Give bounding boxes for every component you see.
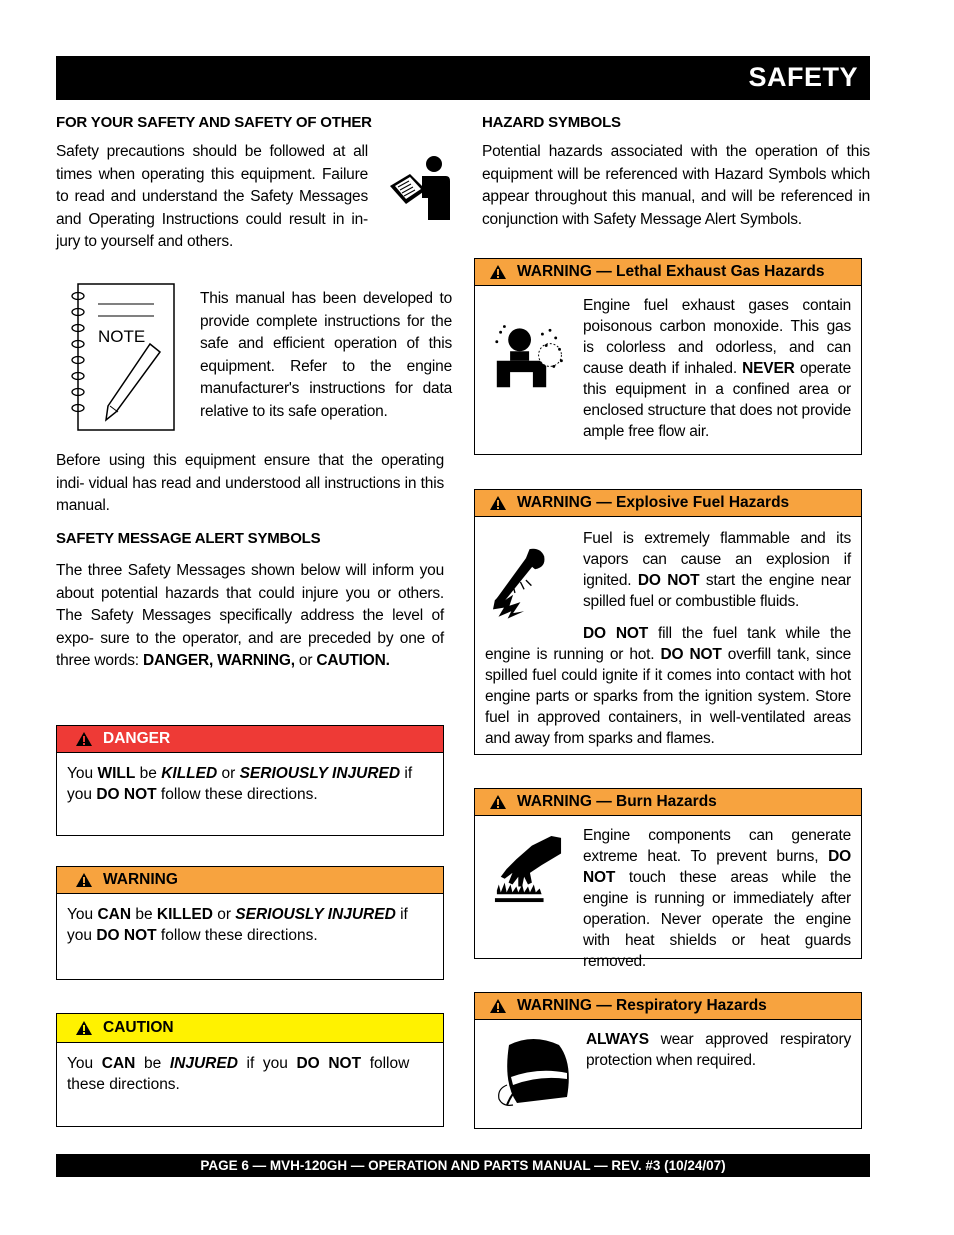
page-title: SAFETY — [748, 62, 858, 92]
danger-emph: KILLED — [161, 765, 218, 782]
fuel-text: start the engine near spilled fuel or combustible fluids. — [583, 572, 851, 610]
alert-words-1: DANGER, WARNING, — [143, 652, 295, 669]
fuel-hazard-header — [475, 490, 861, 517]
warning-text: follow these directions. — [156, 927, 318, 944]
warning-triangle-icon — [75, 1020, 93, 1036]
warning-triangle-icon — [75, 872, 93, 888]
alert-intro-text: The three Safety Messages shown below will inform you about potential hazards that could injure you or others. The Safety Messages specifically address the level of expo- sure to the operator, and are preceded by one of three words: — [56, 562, 444, 669]
danger-text: follow these directions. — [156, 786, 318, 803]
danger-text: if you — [67, 765, 413, 803]
caution-message — [57, 1043, 443, 1095]
caution-emph: DO NOT — [296, 1055, 362, 1072]
respiratory-text: wear approved respiratory protection when required. — [586, 1031, 851, 1069]
intro-paragraph: Safety precautions should be followed at all times when operating this equipment. Failure to read and understand the Safety Messages and Operating Instructions could result in in- jury to yourself and others. — [56, 143, 368, 250]
hazard-symbols-heading: HAZARD SYMBOLS — [482, 114, 621, 131]
danger-text: You — [67, 765, 98, 782]
exhaust-hazard-box — [474, 258, 862, 455]
fuel-emph: DO NOT — [660, 646, 722, 663]
manual-paragraph: This manual has been developed to provide complete instructions for the safe and efficient operation of this equipment. Refer to the engine manufacturer's instructions for data relative to its safe operation. — [200, 290, 452, 420]
warning-text: or — [212, 906, 236, 923]
caution-label: CAUTION — [103, 1019, 174, 1036]
burn-emph: DO NOT — [583, 848, 851, 886]
warning-emph: CAN — [97, 906, 132, 923]
danger-text: or — [217, 765, 240, 782]
header-bar — [56, 56, 870, 100]
burn-hazard-label: WARNING — Burn Hazards — [517, 793, 717, 810]
fuel-hazard-label: WARNING — Explosive Fuel Hazards — [517, 494, 790, 511]
danger-emph: SERIOUSLY INJURED — [239, 765, 401, 782]
exhaust-hazard-header — [475, 259, 861, 286]
caution-text: You — [67, 1055, 102, 1072]
respiratory-hazard-text — [586, 1029, 851, 1071]
warning-triangle-icon — [489, 264, 507, 280]
respiratory-hazard-header — [475, 993, 861, 1020]
hazard-intro-paragraph: Potential hazards associated with the operation of this equipment will be referenced with Hazard Symbols which appear throughout this manual, and will be referenced in conjunction with Safety Message Alert Symbols. — [482, 143, 870, 228]
alert-words-2: CAUTION. — [316, 652, 390, 669]
burn-hazard-box — [474, 788, 862, 970]
alert-symbols-heading: SAFETY MESSAGE ALERT SYMBOLS — [56, 530, 321, 547]
notebook-label: NOTE — [98, 327, 146, 346]
warning-text: You — [67, 906, 98, 923]
danger-text: be — [135, 765, 162, 782]
danger-emph: DO NOT — [96, 786, 157, 803]
burn-hazard-header — [475, 789, 861, 816]
respirator-helmet-icon — [493, 1033, 573, 1113]
exhaust-emph: NEVER — [742, 360, 795, 377]
burn-text: touch these areas while the engine is running or immediately after operation. Never operate the engine with heat shields or heat guards removed. — [583, 869, 851, 970]
exhaust-hazard-text — [583, 295, 851, 442]
fuel-text: Fuel is extremely flammable and its vapors can cause an explosion if ignited. — [583, 530, 851, 589]
burn-text: Engine components can generate extreme heat. To prevent burns, — [583, 827, 851, 865]
caution-emph: CAN — [101, 1055, 136, 1072]
before-use-paragraph: Before using this equipment ensure that the operating indi- vidual has read and understood all instructions in this manual. — [56, 452, 444, 514]
danger-box — [56, 725, 444, 836]
warning-triangle-icon — [489, 794, 507, 810]
warning-triangle-icon — [75, 731, 93, 747]
alert-intro-paragraph — [56, 560, 444, 673]
respiratory-hazard-box — [474, 992, 862, 1129]
warning-text: be — [131, 906, 157, 923]
fuel-emph: DO NOT — [637, 572, 700, 589]
danger-emph: WILL — [97, 765, 136, 782]
respiratory-emph: ALWAYS — [586, 1031, 649, 1048]
warning-box — [56, 866, 444, 980]
person-reading-icon — [388, 154, 454, 224]
explosion-icon — [493, 542, 557, 622]
burn-hazard-text — [583, 825, 851, 972]
exhaust-text: Engine fuel exhaust gases contain poisonous carbon monoxide. This gas is colorless and odorless, and can cause death if inhaled. — [583, 297, 851, 377]
warning-emph: SERIOUSLY INJURED — [235, 906, 396, 923]
note-notebook-icon — [64, 282, 176, 432]
alert-words-or: or — [294, 652, 317, 669]
warning-header — [57, 867, 443, 894]
danger-label: DANGER — [103, 730, 171, 747]
fuel-hazard-box — [474, 489, 862, 755]
warning-emph: KILLED — [156, 906, 213, 923]
warning-triangle-icon — [489, 495, 507, 511]
caution-text: follow these directions. — [67, 1055, 418, 1093]
right-column — [482, 114, 870, 231]
fuel-hazard-text-2 — [485, 623, 851, 749]
caution-text: be — [135, 1055, 170, 1072]
page-footer: PAGE 6 — MVH-120GH — OPERATION AND PARTS MANUAL — REV. #3 (10/24/07) — [56, 1154, 870, 1177]
exhaust-gas-icon — [493, 315, 569, 395]
warning-label: WARNING — [103, 871, 178, 888]
warning-message — [57, 894, 443, 946]
left-column — [56, 114, 452, 1134]
exhaust-hazard-label: WARNING — Lethal Exhaust Gas Hazards — [517, 263, 825, 280]
caution-header — [57, 1014, 443, 1043]
fuel-text: overfill tank, since spilled fuel could ignite if it comes into contact with hot engine parts or sparks from the ignition system. Store fuel in approved containers, in well-ventilated areas and away from sparks and flames. — [485, 646, 852, 747]
fuel-emph: DO NOT — [583, 625, 649, 642]
warning-triangle-icon — [489, 998, 507, 1014]
burn-hand-icon — [493, 831, 563, 907]
danger-header — [57, 726, 443, 753]
safety-heading: FOR YOUR SAFETY AND SAFETY OF OTHER — [56, 114, 372, 131]
caution-text: if you — [237, 1055, 297, 1072]
caution-box — [56, 1013, 444, 1127]
fuel-text: fill the fuel tank while the engine is running or hot. — [485, 625, 851, 663]
fuel-hazard-text-1 — [583, 528, 851, 612]
warning-emph: DO NOT — [96, 927, 157, 944]
respiratory-hazard-label: WARNING — Respiratory Hazards — [517, 997, 767, 1014]
caution-emph: INJURED — [169, 1055, 238, 1072]
warning-text: if you — [67, 906, 408, 944]
danger-message — [57, 753, 443, 805]
exhaust-text: operate this equipment in a confined area or enclosed structure that does not provide ample free flow air. — [583, 360, 851, 440]
